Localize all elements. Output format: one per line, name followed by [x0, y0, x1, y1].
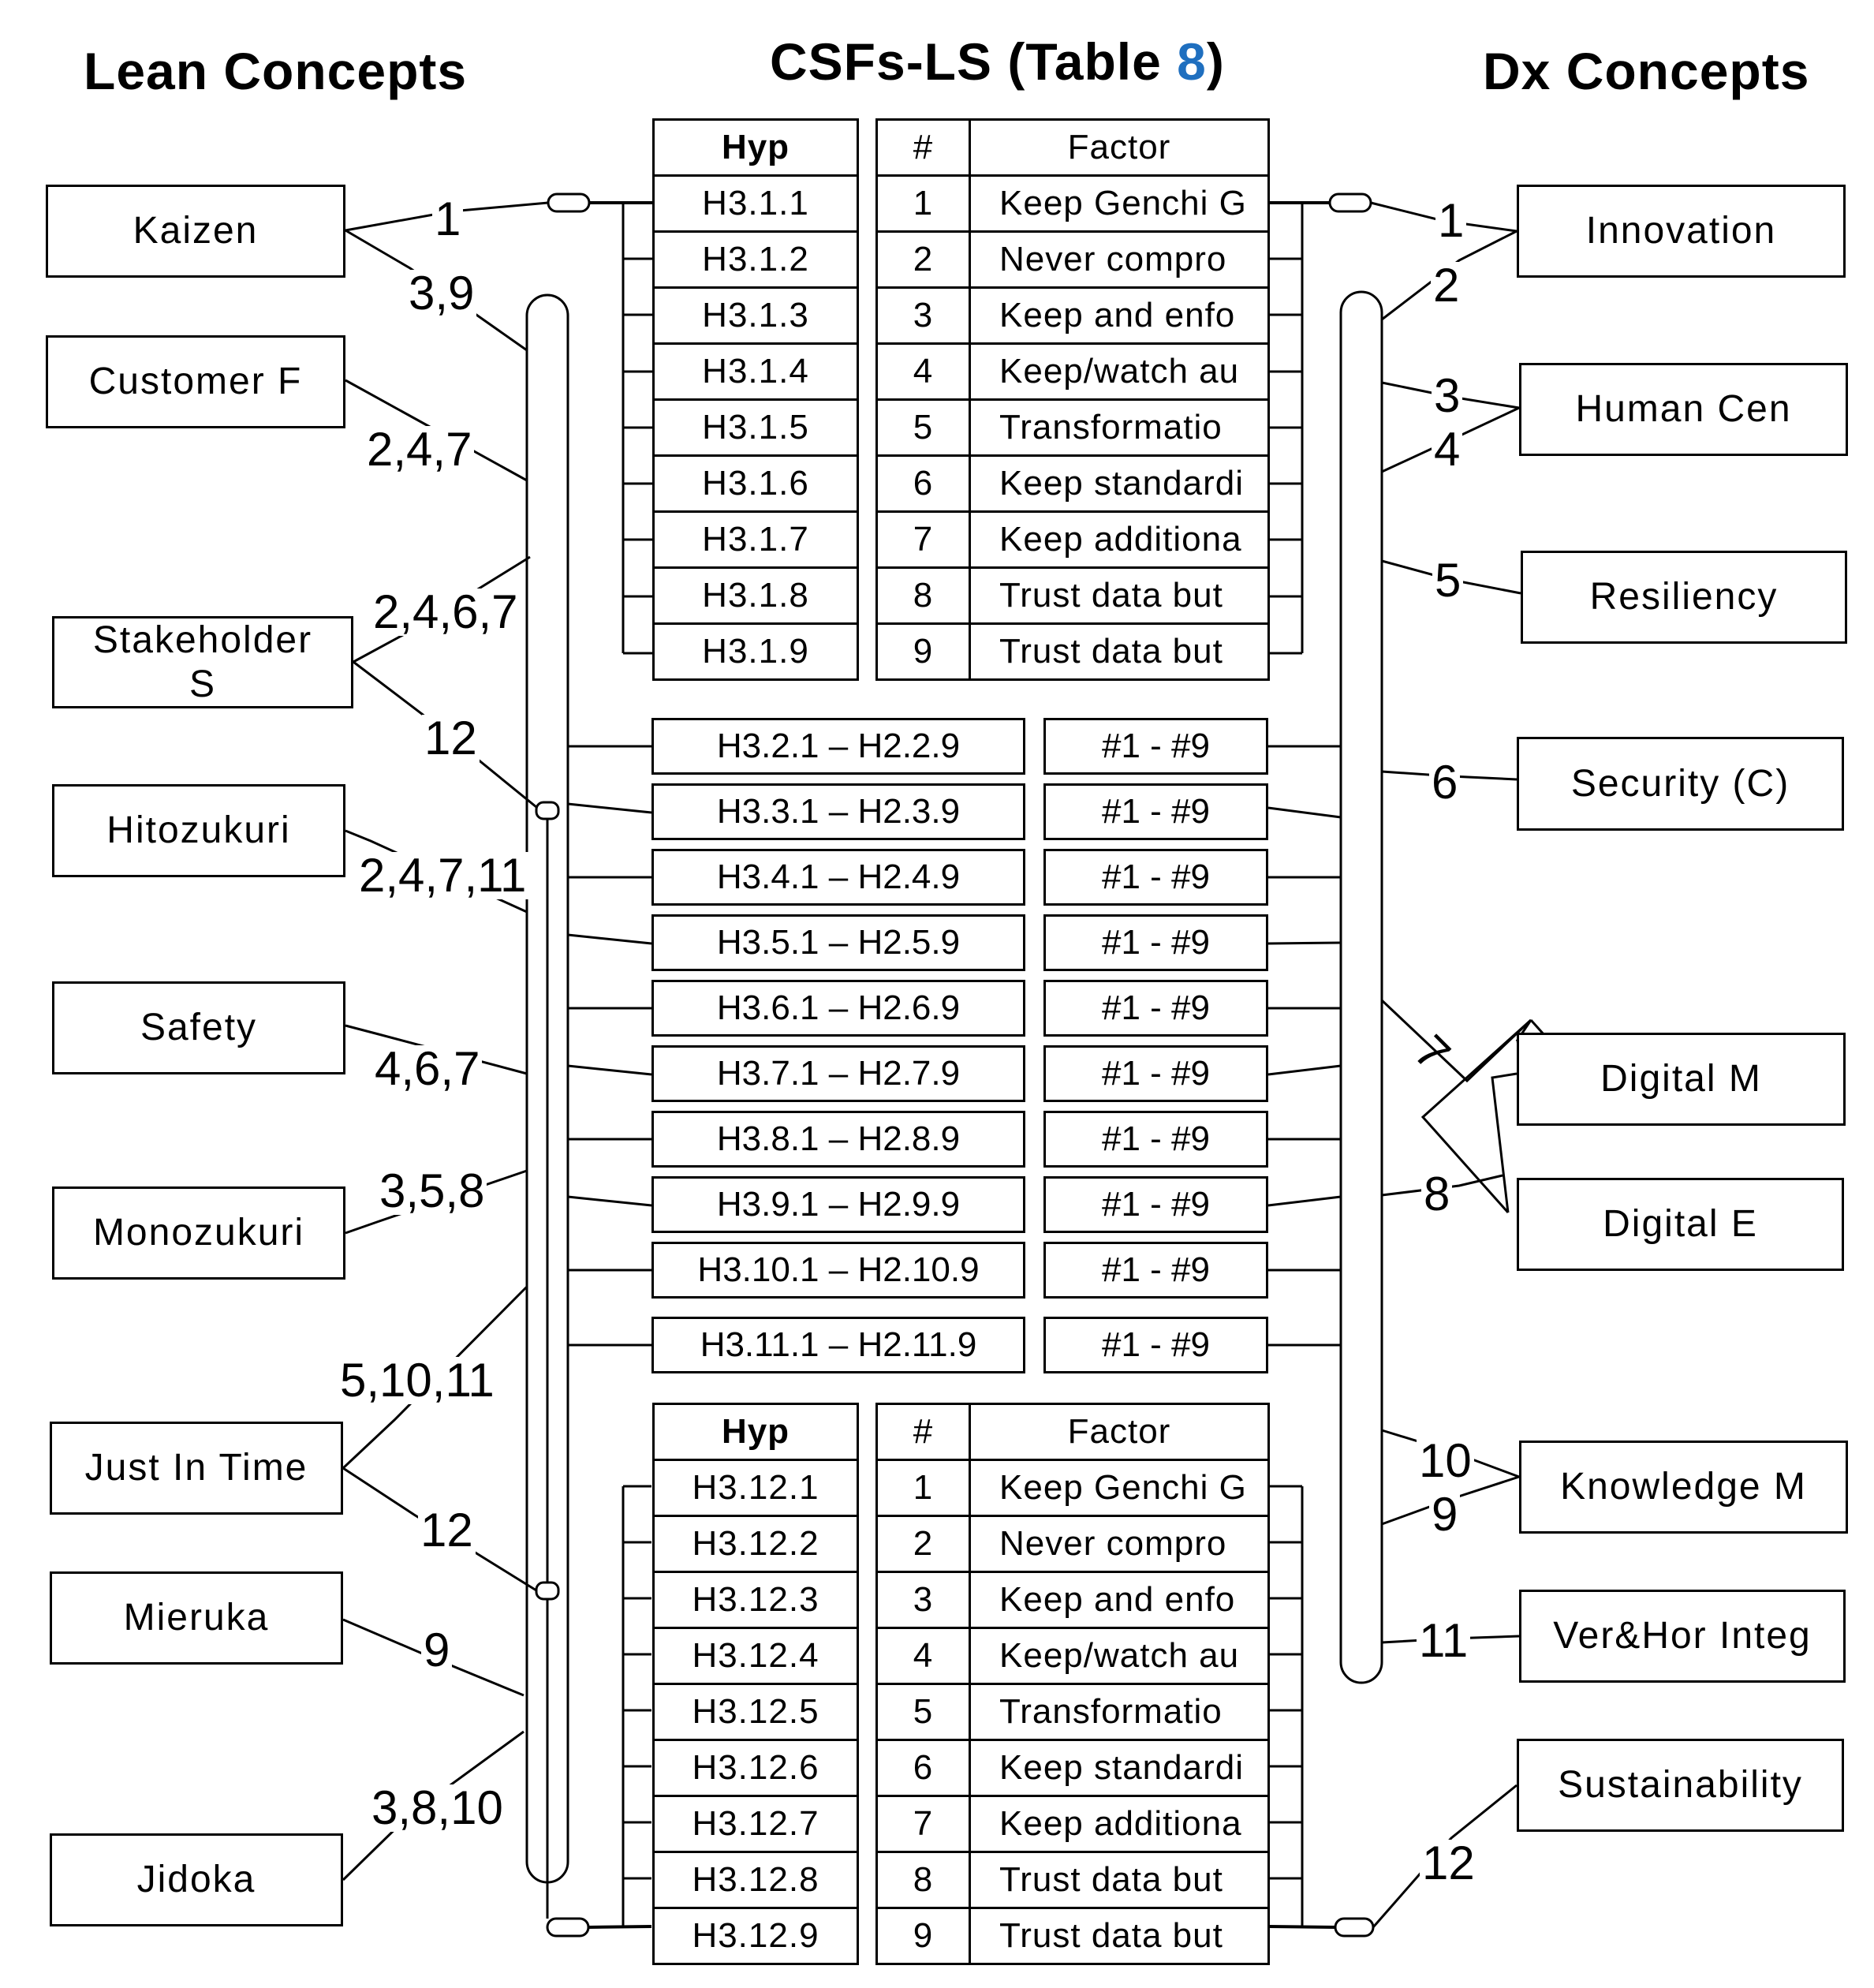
hyp-cell: H3.1.2	[654, 232, 858, 288]
dx-box-digital-m[interactable]: Digital M	[1517, 1033, 1846, 1126]
factor-cell: Keep additiona	[970, 1796, 1269, 1852]
range-hyp-box: H3.11.1 – H2.11.9	[651, 1317, 1025, 1373]
link-label: 2,4,6,7	[371, 589, 521, 636]
num-cell: 5	[877, 1684, 970, 1740]
hyp-cell: H3.1.9	[654, 624, 858, 680]
num-cell: 1	[877, 176, 970, 232]
hyp-cell: H3.12.9	[654, 1908, 858, 1964]
range-hyp-box: H3.8.1 – H2.8.9	[651, 1111, 1025, 1168]
right-bus-capsule	[1341, 292, 1382, 1683]
link-label: 12	[418, 1507, 476, 1554]
csf-heading-prefix: CSFs-LS (Table	[770, 32, 1178, 91]
factor-cell: Never compro	[970, 1516, 1269, 1572]
factor-cell: Trust data but	[970, 1908, 1269, 1964]
link-label: 2,4,7,11	[357, 852, 528, 899]
factor-cell: Trust data but	[970, 624, 1269, 680]
link-label: 7	[1404, 1025, 1461, 1082]
link-label: 6	[1429, 759, 1460, 806]
link-label: 2,4,7	[364, 426, 474, 473]
range-hyp-box: H3.5.1 – H2.5.9	[651, 914, 1025, 971]
hyp-cell: H3.1.5	[654, 400, 858, 456]
range-hyp-box: H3.9.1 – H2.9.9	[651, 1176, 1025, 1233]
range-hyp-box: H3.4.1 – H2.4.9	[651, 849, 1025, 906]
range-factor-box: #1 - #9	[1043, 914, 1268, 971]
hyp-cell: H3.1.8	[654, 568, 858, 624]
hyp-cell: H3.1.1	[654, 176, 858, 232]
lean-box-customer-focus[interactable]: Customer F	[46, 335, 345, 428]
range-factor-box: #1 - #9	[1043, 783, 1268, 840]
link-label: 4	[1432, 426, 1462, 473]
hyp-cell: H3.12.8	[654, 1852, 858, 1908]
link-label: 8	[1421, 1171, 1452, 1218]
link-label: 1	[432, 196, 463, 243]
factor-cell: Keep Genchi G	[970, 176, 1269, 232]
hyp-cell: H3.1.6	[654, 456, 858, 512]
table-ref-link[interactable]: 8	[1177, 32, 1207, 91]
dx-box-security[interactable]: Security (C)	[1517, 737, 1844, 831]
num-cell: 6	[877, 1740, 970, 1796]
lean-box-mieruka[interactable]: Mieruka	[50, 1571, 343, 1665]
num-cell: 8	[877, 568, 970, 624]
range-factor-box: #1 - #9	[1043, 718, 1268, 775]
hyp-cell: H3.12.4	[654, 1628, 858, 1684]
hyp-header: Hyp	[654, 120, 858, 176]
csf-heading	[770, 32, 1225, 92]
hyp-header: Hyp	[654, 1404, 858, 1460]
hyp-cell: H3.12.6	[654, 1740, 858, 1796]
link-label: 1	[1435, 197, 1466, 245]
num-cell: 4	[877, 344, 970, 400]
factor-cell: Keep standardi	[970, 456, 1269, 512]
range-factor-box: #1 - #9	[1043, 1111, 1268, 1168]
dx-box-resiliency[interactable]: Resiliency	[1521, 551, 1847, 644]
dx-box-sustainability[interactable]: Sustainability	[1517, 1739, 1844, 1832]
factor-cell: Keep Genchi G	[970, 1460, 1269, 1516]
num-cell: 6	[877, 456, 970, 512]
link-label: 2	[1431, 262, 1461, 309]
lean-concepts-heading: Lean Concepts	[84, 42, 468, 100]
hyp-cell: H3.1.3	[654, 288, 858, 344]
factor-cell: Keep/watch au	[970, 1628, 1269, 1684]
bottom-factor-table	[875, 1403, 1270, 1965]
top-hyp-table	[652, 118, 859, 681]
lean-box-monozukuri[interactable]: Monozukuri	[52, 1186, 345, 1280]
hyp-cell: H3.12.3	[654, 1572, 858, 1628]
factor-header: Factor	[970, 120, 1269, 176]
link-label: 5,10,11	[338, 1357, 497, 1404]
dx-box-knowledge-m[interactable]: Knowledge M	[1519, 1441, 1848, 1534]
range-factor-box: #1 - #9	[1043, 1242, 1268, 1299]
lean-box-stakeholder[interactable]: Stakeholder S	[52, 616, 353, 708]
lean-box-kaizen[interactable]: Kaizen	[46, 185, 345, 278]
dx-box-human-centric[interactable]: Human Cen	[1519, 363, 1848, 456]
bottom-hyp-table	[652, 1403, 859, 1965]
hyp-cell: H3.12.5	[654, 1684, 858, 1740]
factor-cell: Keep and enfo	[970, 1572, 1269, 1628]
range-hyp-box: H3.6.1 – H2.6.9	[651, 980, 1025, 1037]
link-label: 11	[1417, 1617, 1470, 1665]
lean-box-safety[interactable]: Safety	[52, 981, 345, 1074]
num-cell: 9	[877, 624, 970, 680]
num-cell: 9	[877, 1908, 970, 1964]
range-factor-box: #1 - #9	[1043, 1176, 1268, 1233]
num-header: #	[877, 1404, 970, 1460]
factor-header: Factor	[970, 1404, 1269, 1460]
range-hyp-box: H3.2.1 – H2.2.9	[651, 718, 1025, 775]
range-hyp-box: H3.3.1 – H2.3.9	[651, 783, 1025, 840]
num-cell: 4	[877, 1628, 970, 1684]
factor-cell: Trust data but	[970, 1852, 1269, 1908]
num-cell: 3	[877, 288, 970, 344]
factor-cell: Never compro	[970, 232, 1269, 288]
link-label: 3,5,8	[377, 1168, 487, 1215]
csf-heading-suffix: )	[1206, 32, 1225, 91]
factor-cell: Transformatio	[970, 1684, 1269, 1740]
link-label: 9	[421, 1627, 452, 1674]
dx-box-innovation[interactable]: Innovation	[1517, 185, 1846, 278]
num-header: #	[877, 120, 970, 176]
link-label: 4,6,7	[372, 1045, 482, 1093]
hyp-cell: H3.1.4	[654, 344, 858, 400]
num-cell: 1	[877, 1460, 970, 1516]
num-cell: 8	[877, 1852, 970, 1908]
top-factor-table	[875, 118, 1270, 681]
num-cell: 3	[877, 1572, 970, 1628]
range-factor-box: #1 - #9	[1043, 849, 1268, 906]
num-cell: 5	[877, 400, 970, 456]
hyp-cell: H3.12.1	[654, 1460, 858, 1516]
range-factor-box: #1 - #9	[1043, 1317, 1268, 1373]
factor-cell: Keep and enfo	[970, 288, 1269, 344]
hyp-cell: H3.12.7	[654, 1796, 858, 1852]
num-cell: 2	[877, 1516, 970, 1572]
factor-cell: Keep standardi	[970, 1740, 1269, 1796]
link-label: 3,9	[406, 270, 476, 317]
range-hyp-box: H3.10.1 – H2.10.9	[651, 1242, 1025, 1299]
factor-cell: Trust data but	[970, 568, 1269, 624]
lean-box-jidoka[interactable]: Jidoka	[50, 1833, 343, 1926]
range-hyp-box: H3.7.1 – H2.7.9	[651, 1045, 1025, 1102]
lean-box-just-in-time[interactable]: Just In Time	[50, 1422, 343, 1515]
dx-box-ver-hor-integ[interactable]: Ver&Hor Integ	[1519, 1590, 1846, 1683]
num-cell: 2	[877, 232, 970, 288]
factor-cell: Transformatio	[970, 400, 1269, 456]
hyp-cell: H3.12.2	[654, 1516, 858, 1572]
range-factor-box: #1 - #9	[1043, 980, 1268, 1037]
num-cell: 7	[877, 512, 970, 568]
lean-box-hitozukuri[interactable]: Hitozukuri	[52, 784, 345, 877]
factor-cell: Keep additiona	[970, 512, 1269, 568]
link-label: 12	[422, 715, 480, 762]
link-label: 10	[1417, 1437, 1474, 1485]
link-label: 5	[1432, 557, 1463, 604]
dx-concepts-heading: Dx Concepts	[1483, 42, 1810, 100]
hyp-cell: H3.1.7	[654, 512, 858, 568]
num-cell: 7	[877, 1796, 970, 1852]
dx-box-digital-e[interactable]: Digital E	[1517, 1178, 1844, 1271]
link-label: 9	[1429, 1491, 1460, 1538]
range-factor-box: #1 - #9	[1043, 1045, 1268, 1102]
link-label: 3,8,10	[369, 1784, 506, 1832]
link-label: 12	[1420, 1840, 1477, 1887]
link-label: 3	[1432, 372, 1462, 420]
factor-cell: Keep/watch au	[970, 344, 1269, 400]
